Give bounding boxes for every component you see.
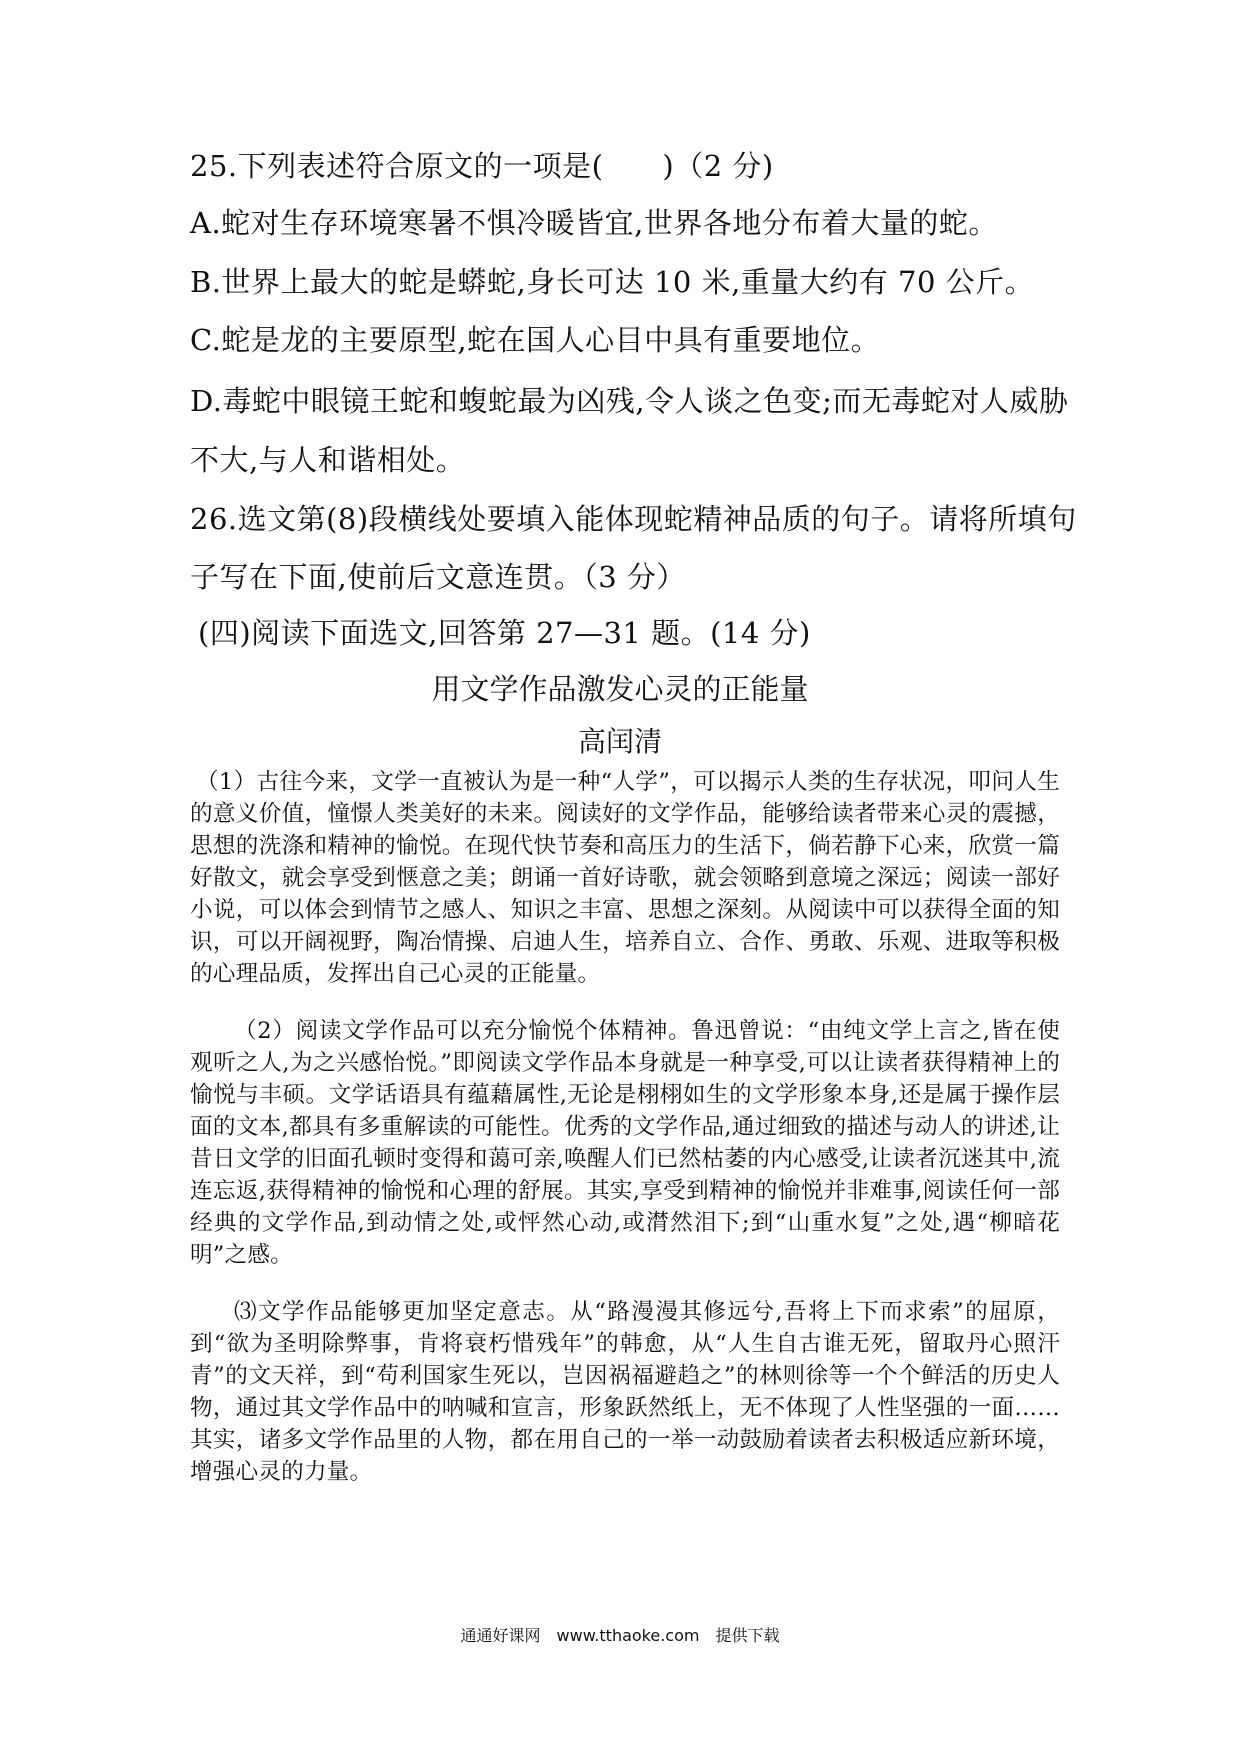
question-25-option-c: C.蛇是龙的主要原型,蛇在国人心目中具有重要地位。	[190, 323, 881, 357]
section-4-heading: (四)阅读下面选文,回答第 27—31 题。(14 分)	[198, 616, 811, 650]
article-paragraph-2: （2）阅读文学作品可以充分愉悦个体精神。鲁迅曾说：“由纯文学上言之,皆在使观听之人,为之兴感怡悦。”即阅读文学作品本身就是一种享受,可以让读者获得精神上的愉悦与丰硕。文学话语具有蕴藉属性,无论是栩栩如生的文学形象本身,还是属于操作层面的文本,都具有多重解读的可能性。优秀的文学作品,通过细致的描述与动人的讲述,让昔日文学的旧面孔顿时变得和蔼可亲,唤醒人们已然枯萎的内心感受,让读者沉迷其中,流连忘返,获得精神的愉悦和心理的舒展。其实,享受到精神的愉悦并非难事,阅读任何一部经典的文学作品,到动情之处,或怦然心动,或潸然泪下;到“山重水复”之处,遇“柳暗花明”之感。	[190, 1018, 1060, 1268]
page-footer: 通通好课网 www.tthaoke.com 提供下载	[460, 1626, 780, 1645]
question-25-option-b: B.世界上最大的蛇是蟒蛇,身长可达 10 米,重量大约有 70 公斤。	[190, 265, 1035, 299]
question-25-option-a: A.蛇对生存环境寒暑不惧冷暖皆宜,世界各地分布着大量的蛇。	[190, 206, 998, 240]
question-25-option-d-line1: D.毒蛇中眼镜王蛇和蝮蛇最为凶残,令人谈之色变;而无毒蛇对人威胁	[190, 384, 1069, 418]
article-paragraph-3: ⑶文学作品能够更加坚定意志。从“路漫漫其修远兮,吾将上下而求索”的屈原，到“欲为圣明除弊事，肯将衰朽惜残年”的韩愈，从“人生自古谁无死，留取丹心照汗青”的文天祥，到“苟利国家生死以，岂因祸福避趋之”的林则徐等一个个鲜活的历史人物，通过其文学作品中的呐喊和宣言，形象跃然纸上，无不体现了人性坚强的一面……其实，诸多文学作品里的人物，都在用自己的一举一动鼓励着读者去积极适应新环境，增强心灵的力量。	[190, 1299, 1060, 1485]
article-paragraph-1: （1）古往今来，文学一直被认为是一种“人学”，可以揭示人类的生存状况，叩问人生的意义价值，憧憬人类美好的未来。阅读好的文学作品，能够给读者带来心灵的震撼，思想的洗涤和精神的愉悦。在现代快节奏和高压力的生活下，倘若静下心来，欣赏一篇好散文，就会享受到惬意之美；朗诵一首好诗歌，就会领略到意境之深远；阅读一部好小说，可以体会到情节之感人、知识之丰富、思想之深刻。从阅读中可以获得全面的知识，可以开阔视野，陶冶情操、启迪人生，培养自立、合作、勇敢、乐观、进取等积极的心理品质，发挥出自己心灵的正能量。	[190, 769, 1060, 987]
article-title: 用文学作品激发心灵的正能量	[431, 672, 809, 706]
question-25-option-d-line2: 不大,与人和谐相处。	[190, 443, 466, 477]
question-25-stem: 25.下列表述符合原文的一项是( )（2 分)	[190, 149, 774, 183]
question-26-line2: 子写在下面,使前后文意连贯。（3 分）	[190, 560, 686, 594]
question-26-line1: 26.选文第(8)段横线处要填入能体现蛇精神品质的句子。请将所填句	[190, 502, 1077, 536]
article-author: 高闰清	[577, 725, 662, 758]
